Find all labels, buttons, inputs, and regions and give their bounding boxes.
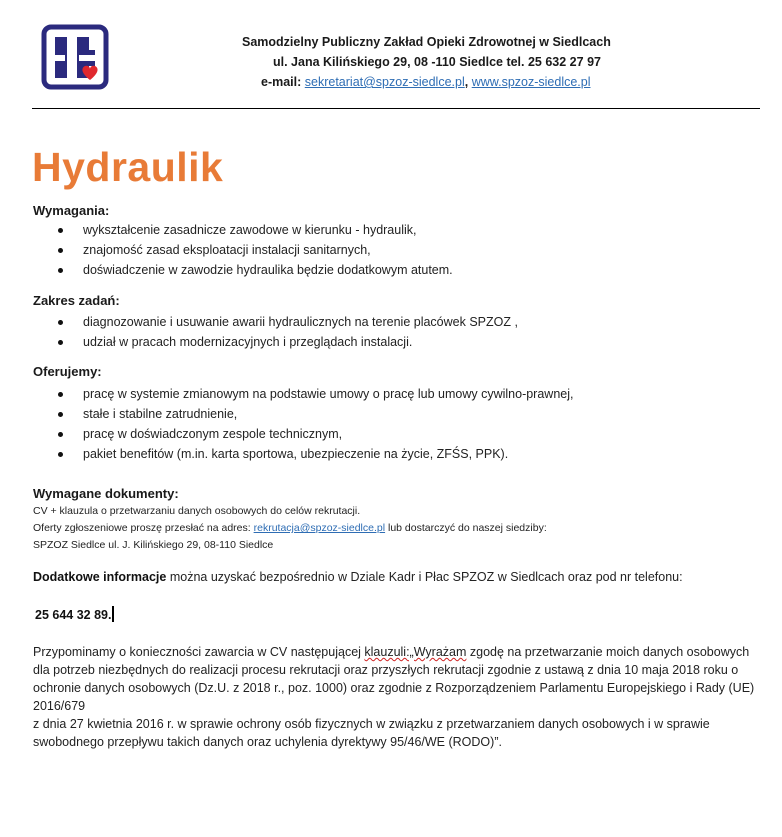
list-item: stałe i stabilne zatrudnienie, <box>57 404 573 424</box>
clause-text-continued: zgodę na przetwarzanie moich danych osobowych dla potrzeb niezbędnych do realizacji procesu rekrutacji oraz przyszłych rekrutacji zgodnie z ustawą z dnia 10 maja 2018 roku o ochronie danych osobowych (Dz.U. z 2018 r., poz. 1000) oraz zgodnie z Rozporządzeniem Parlamentu Europejskiego i Rady (UE) 2016/679 <box>33 645 755 713</box>
phone-number <box>35 606 114 622</box>
gdpr-clause-para-1 <box>33 643 763 715</box>
documents-line-1: CV + klauzula o przetwarzaniu danych osobowych do celów rekrutacji. <box>33 505 361 517</box>
list-item: pracę w doświadczonym zespole technicznym, <box>57 424 573 444</box>
requirements-list <box>57 220 453 280</box>
spellcheck-flagged-word: klauzuli:„Wyrażam <box>364 645 467 659</box>
documents-heading: Wymagane dokumenty: <box>33 486 179 501</box>
medical-cross-heart-icon <box>41 24 109 90</box>
organization-header <box>236 32 636 92</box>
documents-text <box>33 503 547 554</box>
clause-text: Przypominamy o konieczności zawarcia w CV następującej <box>33 645 365 659</box>
list-item: wykształcenie zasadnicze zawodowe w kierunku - hydraulik, <box>57 220 453 240</box>
requirements-heading: Wymagania: <box>33 203 110 218</box>
organization-name: Samodzielny Publiczny Zakład Opieki Zdrowotnej w Siedlcach <box>242 35 611 49</box>
email-link[interactable]: sekretariat@spzoz-siedlce.pl <box>304 75 465 89</box>
offer-list <box>57 384 573 464</box>
list-item: udział w pracach modernizacyjnych i przeglądach instalacji. <box>57 332 518 352</box>
additional-info <box>33 570 683 584</box>
logo <box>41 24 109 90</box>
email-label: e-mail: <box>261 75 305 89</box>
list-item: diagnozowanie i usuwanie awarii hydraulicznych na terenie placówek SPZOZ , <box>57 312 518 332</box>
website-link[interactable]: www.spzoz-siedlce.pl <box>471 75 591 89</box>
list-item: doświadczenie w zawodzie hydraulika będzie dodatkowym atutem. <box>57 260 453 280</box>
gdpr-clause <box>33 643 763 751</box>
offer-heading: Oferujemy: <box>33 364 102 379</box>
documents-line-3: SPZOZ Siedlce ul. J. Kilińskiego 29, 08-110 Siedlce <box>33 539 274 551</box>
separator: , <box>464 75 472 89</box>
gdpr-clause-para-2: z dnia 27 kwietnia 2016 r. w sprawie ochrony osób fizycznych w związku z przetwarzaniem danych osobowych i w sprawie swobodnego przepływu takich danych oraz uchylenia dyrektywy 95/46/WE (RODO)”. <box>33 717 710 749</box>
documents-line-2-text: Oferty zgłoszeniowe proszę przesłać na adres: <box>33 522 254 534</box>
job-title: Hydraulik <box>32 144 224 190</box>
list-item: pracę w systemie zmianowym na podstawie umowy o pracę lub umowy cywilno-prawnej, <box>57 384 573 404</box>
duties-heading: Zakres zadań: <box>33 293 120 308</box>
additional-info-label: Dodatkowe informacje <box>33 570 167 584</box>
recruitment-email-link[interactable]: rekrutacja@spzoz-siedlce.pl <box>253 522 386 534</box>
duties-list <box>57 312 518 352</box>
list-item: znajomość zasad eksploatacji instalacji sanitarnych, <box>57 240 453 260</box>
organization-address: ul. Jana Kilińskiego 29, 08 -110 Siedlce tel. 25 632 27 97 <box>273 55 601 69</box>
header-divider <box>32 108 760 109</box>
list-item: pakiet benefitów (m.in. karta sportowa, ubezpieczenie na życie, ZFŚS, PPK). <box>57 444 573 464</box>
text-cursor <box>112 606 114 622</box>
phone-number-text: 25 644 32 89. <box>35 608 112 622</box>
contact-line <box>236 72 636 92</box>
documents-line-2-suffix: lub dostarczyć do naszej siedziby: <box>385 522 547 534</box>
documents-line-2 <box>33 520 547 537</box>
additional-info-text: można uzyskać bezpośrednio w Dziale Kadr i Płac SPZOZ w Siedlcach oraz pod nr telefonu: <box>166 570 683 584</box>
